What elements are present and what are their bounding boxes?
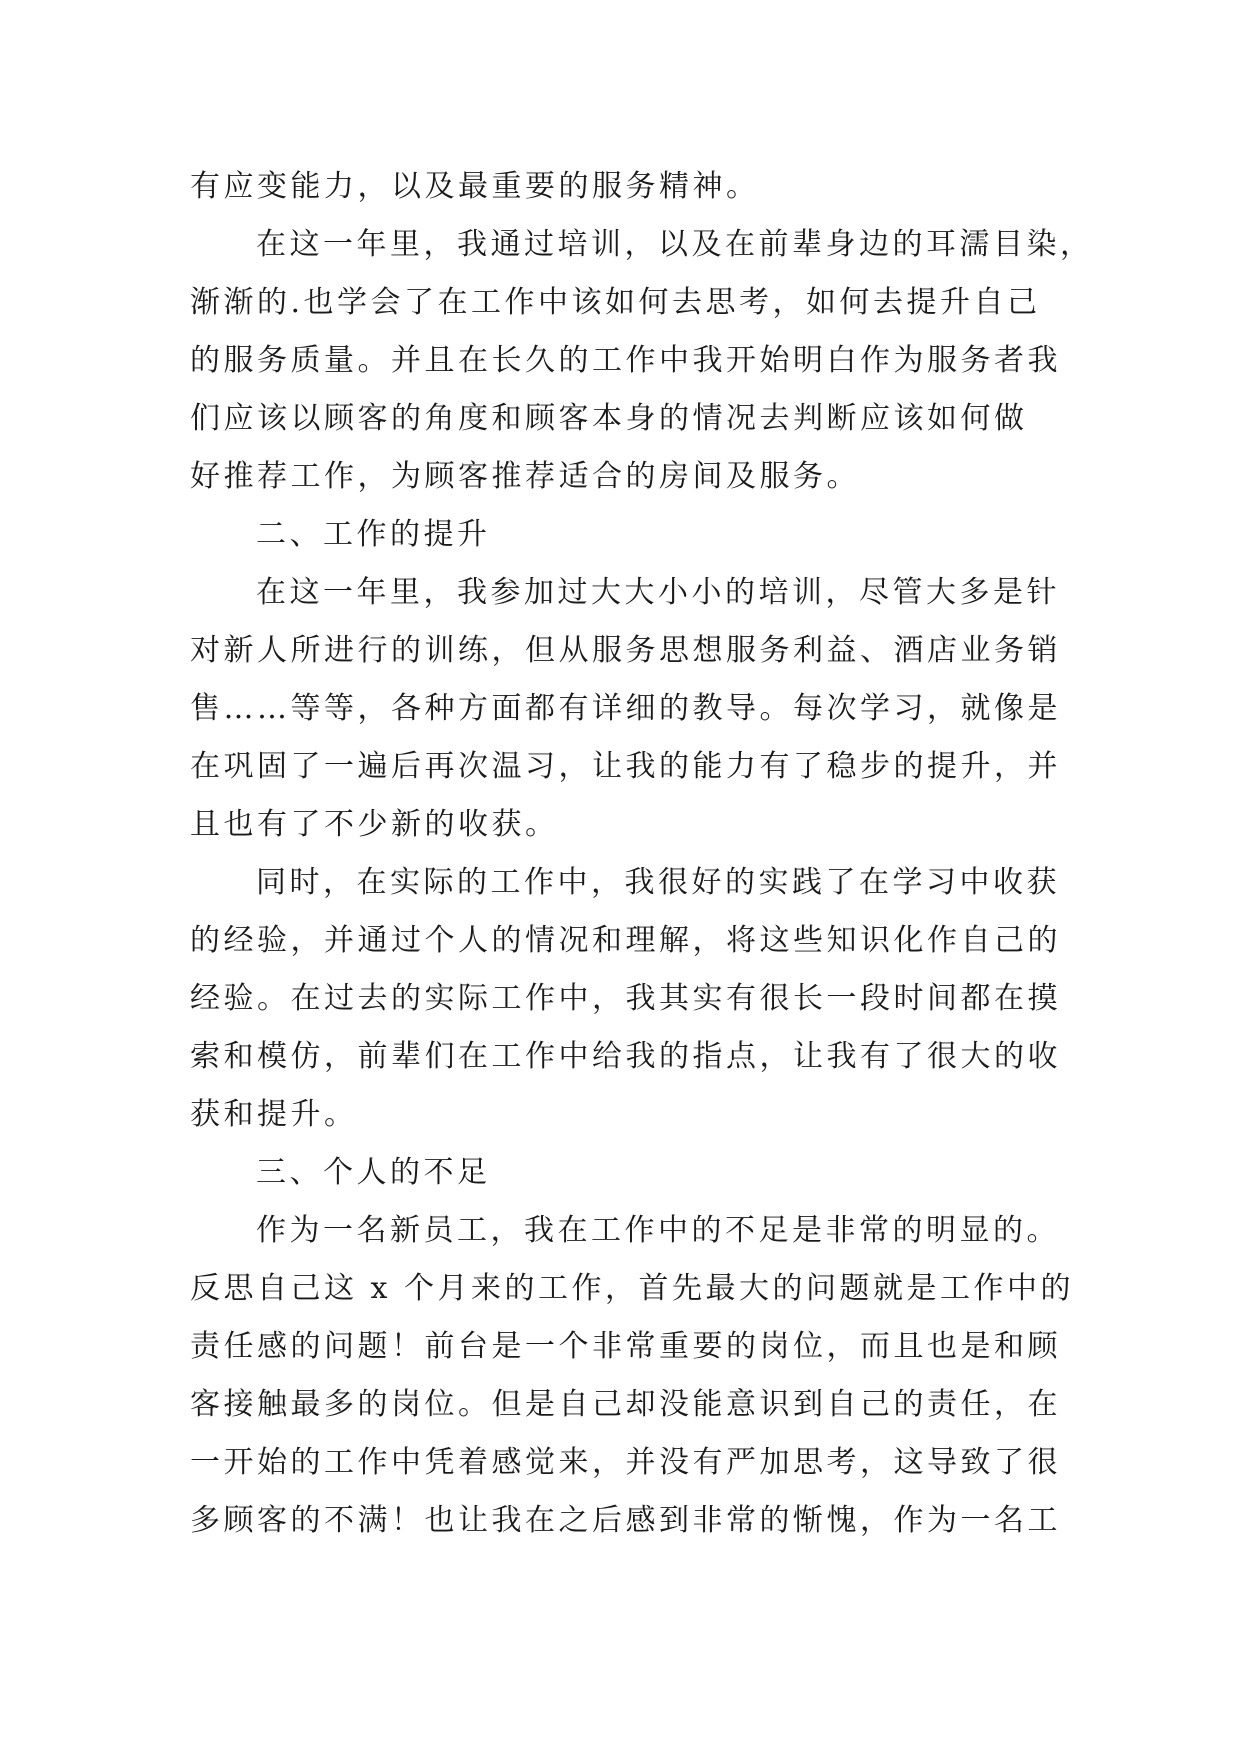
text-line: 好推荐工作，为顾客推荐适合的房间及服务。 [190, 459, 860, 494]
text-line: 索和模仿，前辈们在工作中给我的指点，让我有了很大的收 [190, 1039, 1061, 1074]
paragraph-start-line: 在这一年里，我参加过大大小小的培训，尽管大多是针 [256, 575, 1060, 610]
text-line: 客接触最多的岗位。但是自己却没能意识到自己的责任，在 [190, 1387, 1061, 1422]
text-line: 获和提升。 [190, 1097, 358, 1132]
text-line: 们应该以顾客的角度和顾客本身的情况去判断应该如何做 [190, 401, 1028, 436]
text-line: 反思自己这 x 个月来的工作，首先最大的问题就是工作中的 [190, 1271, 1074, 1306]
text-line: 多顾客的不满！也让我在之后感到非常的惭愧，作为一名工 [190, 1503, 1061, 1538]
body-text [190, 158, 1094, 1550]
text-line: 经验。在过去的实际工作中，我其实有很长一段时间都在摸 [190, 981, 1061, 1016]
text-line: 对新人所进行的训练，但从服务思想服务利益、酒店业务销 [190, 633, 1061, 668]
text-line: 一开始的工作中凭着感觉来，并没有严加思考，这导致了很 [190, 1445, 1061, 1480]
section-heading: 三、个人的不足 [256, 1155, 491, 1190]
text-line: 的经验，并通过个人的情况和理解，将这些知识化作自己的 [190, 923, 1061, 958]
section-heading: 二、工作的提升 [256, 517, 491, 552]
text-line: 有应变能力，以及最重要的服务精神。 [190, 169, 760, 204]
text-line: 的服务质量。并且在长久的工作中我开始明白作为服务者我 [190, 343, 1061, 378]
paragraph-start-line: 同时，在实际的工作中，我很好的实践了在学习中收获 [256, 865, 1060, 900]
text-line: 责任感的问题！前台是一个非常重要的岗位，而且也是和顾 [190, 1329, 1061, 1364]
text-line: 渐渐的.也学会了在工作中该如何去思考，如何去提升自己 [190, 285, 1041, 320]
paragraph-start-line: 作为一名新员工，我在工作中的不足是非常的明显的。 [256, 1213, 1060, 1248]
text-line: 且也有了不少新的收获。 [190, 807, 559, 842]
text-line: 在巩固了一遍后再次温习，让我的能力有了稳步的提升，并 [190, 749, 1061, 784]
text-line: 售……等等，各种方面都有详细的教导。每次学习，就像是 [190, 691, 1061, 726]
paragraph-start-line: 在这一年里，我通过培训，以及在前辈身边的耳濡目染， [256, 227, 1094, 262]
